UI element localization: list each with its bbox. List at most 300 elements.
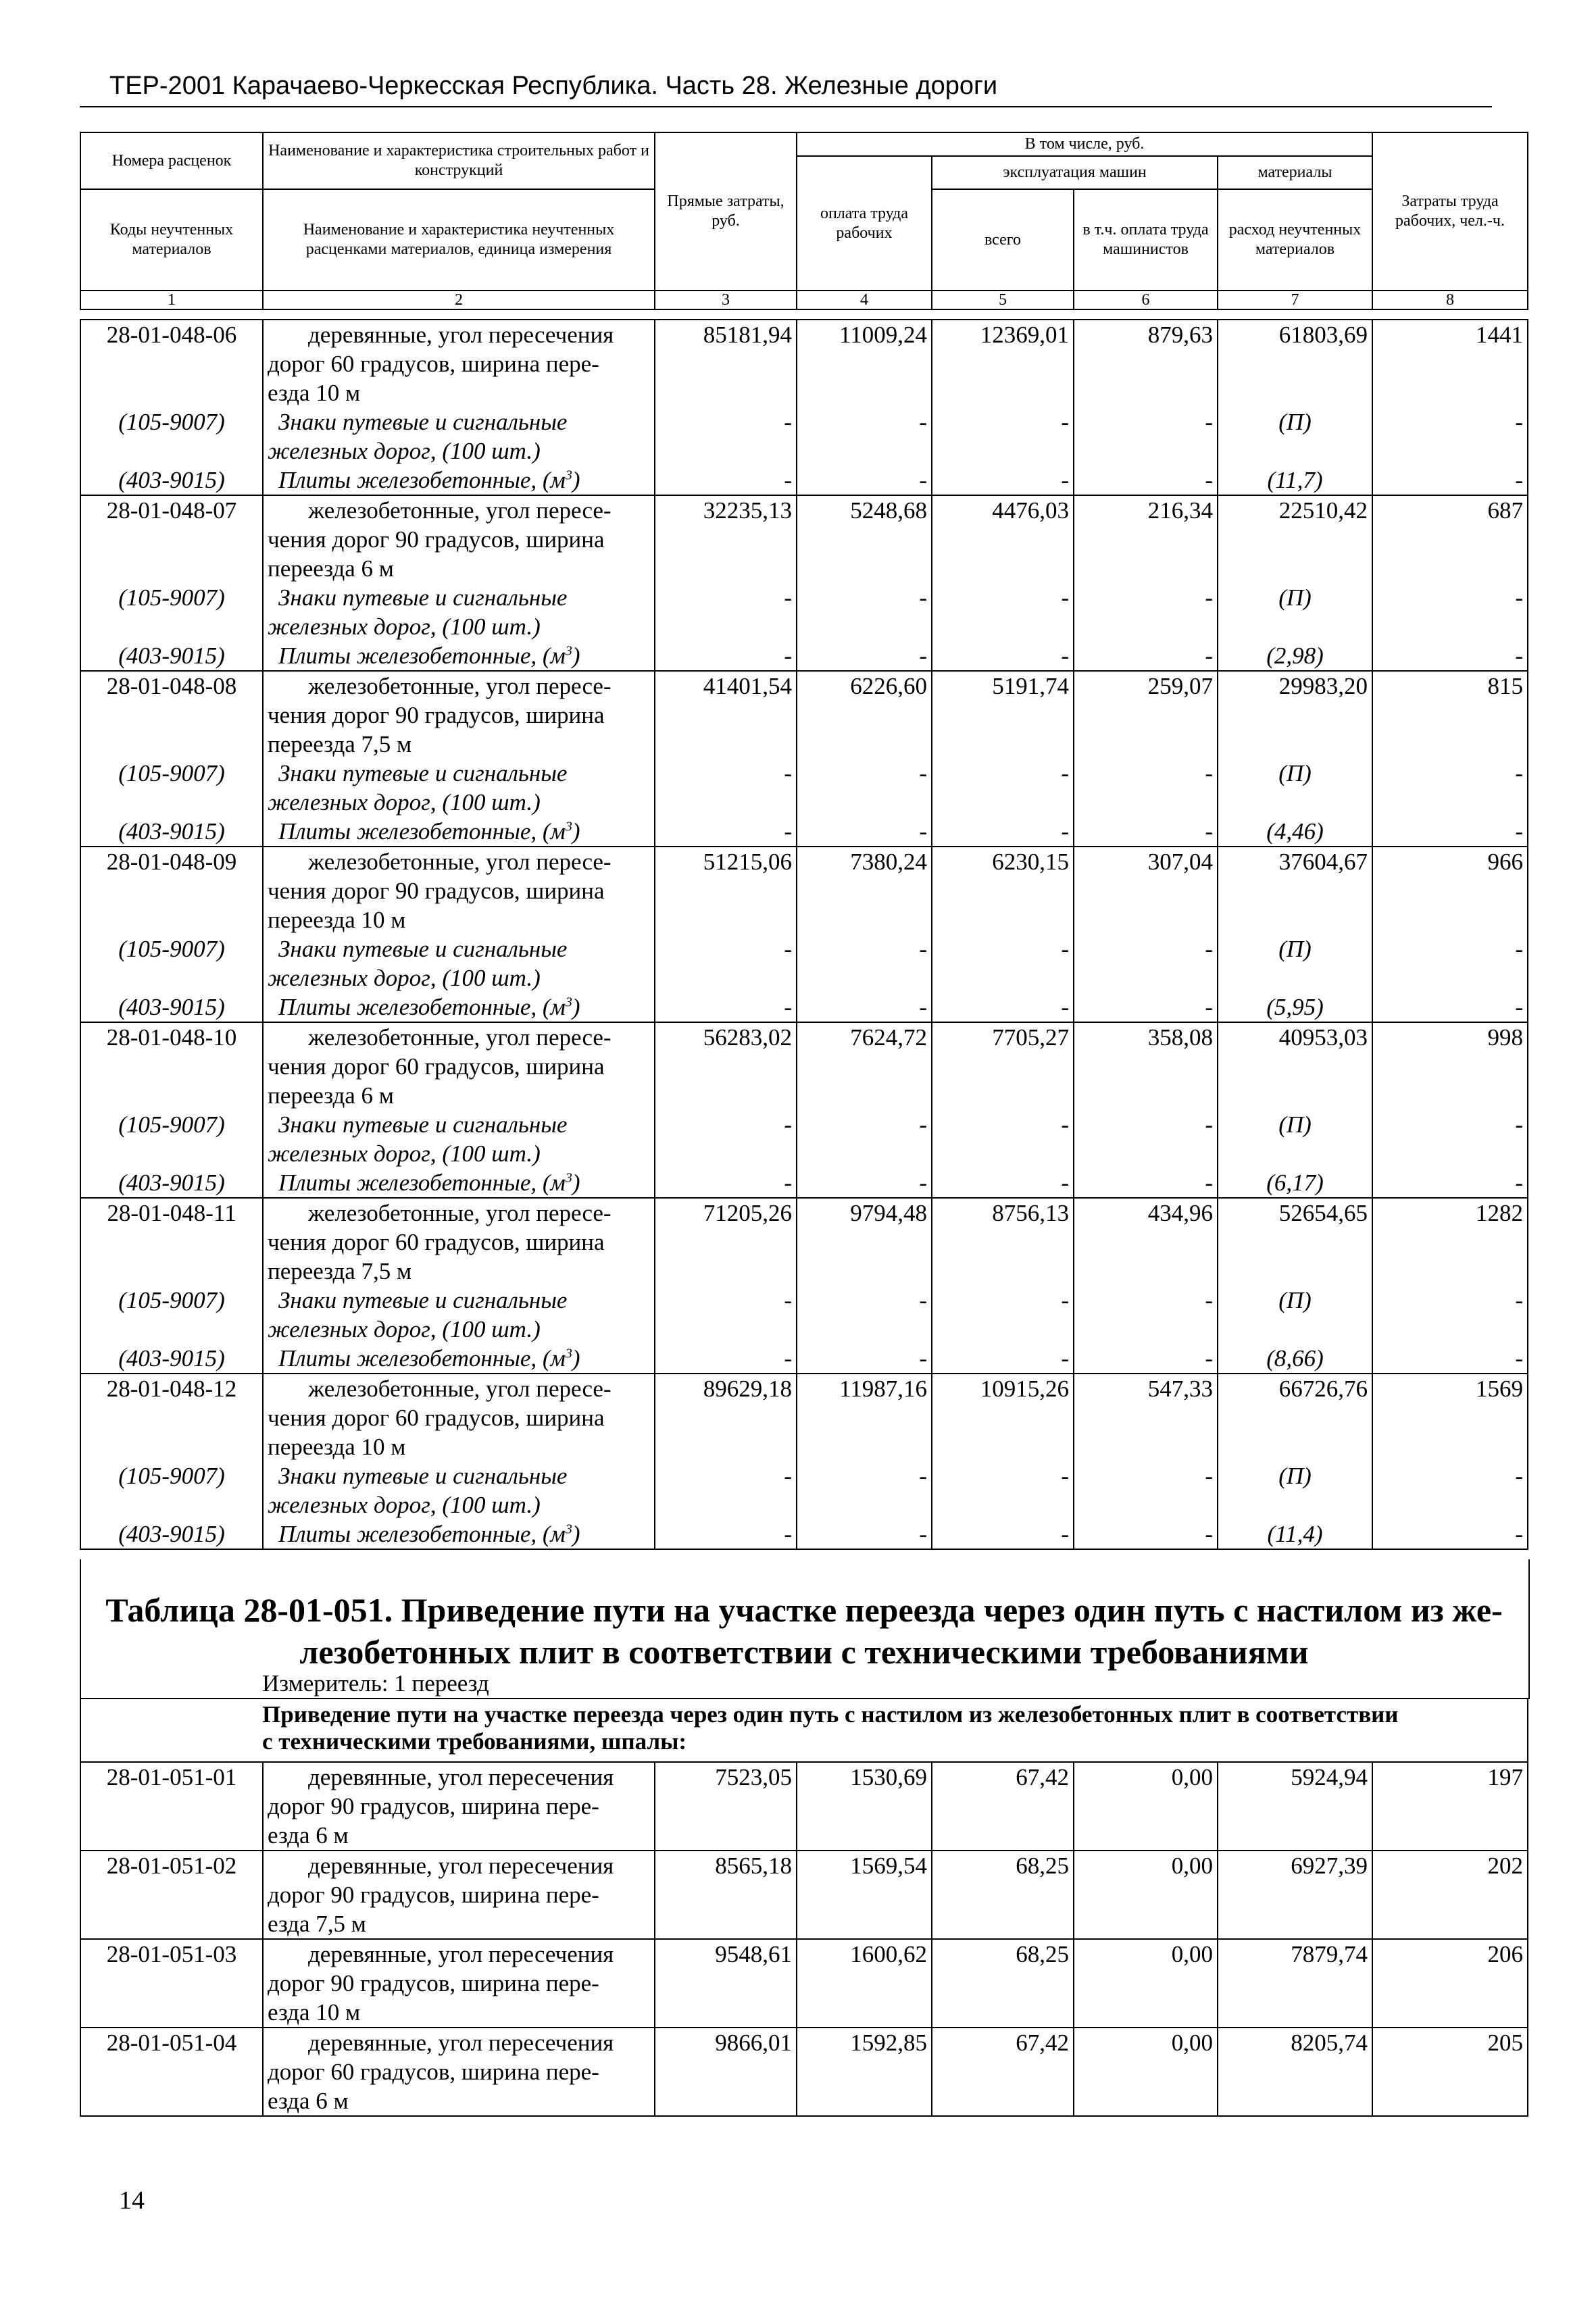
text-line: чения дорог 90 градусов, ширина bbox=[268, 702, 605, 728]
direct-costs: 89629,18 bbox=[655, 1374, 797, 1461]
material-row bbox=[80, 1461, 1528, 1519]
dash-cell: - bbox=[1372, 1461, 1528, 1519]
labor-hours: 966 bbox=[1372, 847, 1528, 934]
dash-cell: - bbox=[932, 1168, 1074, 1198]
text-line: переезда 7,5 м bbox=[268, 731, 412, 757]
dash-cell: - bbox=[1074, 641, 1218, 671]
materials-cost: 22510,42 bbox=[1218, 495, 1372, 583]
material-row bbox=[80, 934, 1528, 992]
rate-name bbox=[263, 1762, 655, 1851]
machines-total: 12369,01 bbox=[932, 320, 1074, 407]
header-materials: материалы bbox=[1218, 156, 1372, 189]
material-name bbox=[263, 407, 655, 466]
dash-cell: - bbox=[932, 1344, 1074, 1374]
material-name-text: Плиты железобетонные, (м bbox=[278, 1345, 566, 1372]
dash-cell: - bbox=[1372, 466, 1528, 495]
material-code: (403-9015) bbox=[80, 817, 263, 847]
labor-hours: 202 bbox=[1372, 1851, 1528, 1939]
colnum: 4 bbox=[797, 291, 932, 309]
material-name bbox=[263, 1519, 655, 1549]
rate-row bbox=[80, 1762, 1528, 1851]
dash-cell: - bbox=[655, 992, 797, 1022]
table-051-measure: Измеритель: 1 переезд bbox=[262, 1670, 489, 1696]
rate-code: 28-01-048-08 bbox=[80, 671, 263, 759]
dash-cell: - bbox=[1074, 466, 1218, 495]
material-qty: (11,7) bbox=[1218, 466, 1372, 495]
material-qty: (2,98) bbox=[1218, 641, 1372, 671]
machines-total: 4476,03 bbox=[932, 495, 1074, 583]
superscript: 3 bbox=[565, 1346, 572, 1361]
material-row bbox=[80, 992, 1528, 1022]
dash-cell: - bbox=[655, 817, 797, 847]
dash-cell: - bbox=[1074, 1110, 1218, 1168]
text-line: железных дорог, (100 шт.) bbox=[268, 438, 541, 464]
machines-total: 5191,74 bbox=[932, 671, 1074, 759]
text-line: железных дорог, (100 шт.) bbox=[268, 1140, 541, 1167]
material-name bbox=[263, 1168, 655, 1198]
dash-cell: - bbox=[797, 407, 932, 466]
material-code: (105-9007) bbox=[80, 1461, 263, 1519]
superscript: 3 bbox=[565, 1170, 572, 1186]
materials-cost: 5924,94 bbox=[1218, 1762, 1372, 1851]
rate-row bbox=[80, 1939, 1528, 2028]
labor-pay: 1569,54 bbox=[797, 1851, 932, 1939]
dash-cell: - bbox=[1074, 1461, 1218, 1519]
text-line: Знаки путевые и сигнальные bbox=[278, 1287, 568, 1313]
labor-pay: 7380,24 bbox=[797, 847, 932, 934]
operators-pay: 0,00 bbox=[1074, 1851, 1218, 1939]
machines-total: 6230,15 bbox=[932, 847, 1074, 934]
material-qty: (8,66) bbox=[1218, 1344, 1372, 1374]
material-qty: (5,95) bbox=[1218, 992, 1372, 1022]
dash-cell: - bbox=[1074, 817, 1218, 847]
rate-name bbox=[263, 1851, 655, 1939]
labor-pay: 1592,85 bbox=[797, 2028, 932, 2116]
text-line: чения дорог 60 градусов, ширина bbox=[268, 1053, 605, 1080]
text-line: деревянные, угол пересечения bbox=[308, 1941, 614, 1967]
materials-cost: 40953,03 bbox=[1218, 1022, 1372, 1110]
running-header: ТЕР-2001 Карачаево-Черкесская Республика. Часть 28. Железные дороги bbox=[109, 72, 998, 100]
text-line: Знаки путевые и сигнальные bbox=[278, 936, 568, 962]
dash-cell: - bbox=[1372, 1168, 1528, 1198]
superscript: 3 bbox=[565, 643, 572, 659]
table-051-title-line2: лезобетонных плит в соответствии с техническими требованиями bbox=[299, 1633, 1309, 1671]
material-name-text: Плиты железобетонные, (м bbox=[278, 467, 566, 493]
dash-cell: - bbox=[1074, 1344, 1218, 1374]
operators-pay: 0,00 bbox=[1074, 2028, 1218, 2116]
text-line: езда 7,5 м bbox=[268, 1911, 366, 1937]
table-051-subtitle-line1: Приведение пути на участке переезда через один путь с настилом из железобетонных плит в соответствии bbox=[262, 1701, 1399, 1728]
text-line: железобетонные, угол пересе- bbox=[308, 497, 612, 524]
rate-name bbox=[263, 1198, 655, 1286]
text-line: переезда 7,5 м bbox=[268, 1258, 412, 1284]
labor-hours: 197 bbox=[1372, 1762, 1528, 1851]
text-line: дорог 90 градусов, ширина пере- bbox=[268, 1882, 599, 1908]
material-qty: (П) bbox=[1218, 583, 1372, 641]
material-row bbox=[80, 817, 1528, 847]
material-row bbox=[80, 583, 1528, 641]
material-name-text: Плиты железобетонные, (м bbox=[278, 818, 566, 845]
dash-cell: - bbox=[1074, 1168, 1218, 1198]
labor-hours: 815 bbox=[1372, 671, 1528, 759]
dash-cell: - bbox=[1372, 759, 1528, 817]
dash-cell: - bbox=[655, 583, 797, 641]
text-line: железных дорог, (100 шт.) bbox=[268, 1492, 541, 1518]
rate-name bbox=[263, 2028, 655, 2116]
table-051-title-line1: Таблица 28-01-051. Приведение пути на участке переезда через один путь с настилом из же- bbox=[105, 1591, 1503, 1629]
text-line: железных дорог, (100 шт.) bbox=[268, 1316, 541, 1342]
rate-row bbox=[80, 1851, 1528, 1939]
dash-cell: - bbox=[1372, 641, 1528, 671]
material-name-text: Плиты железобетонные, (м bbox=[278, 994, 566, 1020]
direct-costs: 51215,06 bbox=[655, 847, 797, 934]
header-col2-top: Наименование и характеристика строительных работ и конструкций bbox=[263, 132, 655, 189]
material-code: (105-9007) bbox=[80, 1286, 263, 1344]
material-row bbox=[80, 1110, 1528, 1168]
material-row bbox=[80, 1286, 1528, 1344]
materials-cost: 61803,69 bbox=[1218, 320, 1372, 407]
dash-cell: - bbox=[797, 583, 932, 641]
text-line: Знаки путевые и сигнальные bbox=[278, 584, 568, 611]
material-row bbox=[80, 1344, 1528, 1374]
labor-hours: 998 bbox=[1372, 1022, 1528, 1110]
text-line: езда 10 м bbox=[268, 380, 361, 406]
direct-costs: 9548,61 bbox=[655, 1939, 797, 2028]
colnum: 6 bbox=[1074, 291, 1218, 309]
dash-cell: - bbox=[932, 1519, 1074, 1549]
material-name-text: Плиты железобетонные, (м bbox=[278, 1521, 566, 1547]
material-qty: (11,4) bbox=[1218, 1519, 1372, 1549]
direct-costs: 9866,01 bbox=[655, 2028, 797, 2116]
material-name bbox=[263, 992, 655, 1022]
material-code: (403-9015) bbox=[80, 1168, 263, 1198]
operators-pay: 0,00 bbox=[1074, 1762, 1218, 1851]
direct-costs: 7523,05 bbox=[655, 1762, 797, 1851]
rate-row bbox=[80, 2028, 1528, 2116]
dash-cell: - bbox=[932, 1461, 1074, 1519]
dash-cell: - bbox=[797, 466, 932, 495]
dash-cell: - bbox=[655, 641, 797, 671]
page-number: 14 bbox=[119, 2186, 145, 2215]
rate-row bbox=[80, 1198, 1528, 1286]
text-line: дорог 90 градусов, ширина пере- bbox=[268, 1970, 599, 1996]
text-line: дорог 60 градусов, ширина пере- bbox=[268, 351, 599, 377]
material-name bbox=[263, 1344, 655, 1374]
dash-cell: - bbox=[655, 1461, 797, 1519]
text-line: езда 10 м bbox=[268, 1999, 361, 2026]
material-qty: (П) bbox=[1218, 1286, 1372, 1344]
text-line: переезда 10 м bbox=[268, 907, 406, 933]
colnum: 8 bbox=[1372, 291, 1528, 309]
table-051-subtitle bbox=[262, 1701, 1526, 1755]
material-code: (105-9007) bbox=[80, 407, 263, 466]
column-header-table bbox=[80, 132, 1528, 310]
material-qty: (6,17) bbox=[1218, 1168, 1372, 1198]
rate-row bbox=[80, 320, 1528, 407]
materials-cost: 37604,67 bbox=[1218, 847, 1372, 934]
text-line: чения дорог 90 градусов, ширина bbox=[268, 878, 605, 904]
operators-pay: 358,08 bbox=[1074, 1022, 1218, 1110]
dash-cell: - bbox=[797, 992, 932, 1022]
superscript: 3 bbox=[565, 468, 572, 483]
dash-cell: - bbox=[1372, 1519, 1528, 1549]
text-line: деревянные, угол пересечения bbox=[308, 1764, 614, 1790]
dash-cell: - bbox=[655, 1110, 797, 1168]
dash-cell: - bbox=[932, 934, 1074, 992]
dash-cell: - bbox=[932, 759, 1074, 817]
dash-cell: - bbox=[932, 1110, 1074, 1168]
text-line: Знаки путевые и сигнальные bbox=[278, 409, 568, 435]
labor-pay: 11009,24 bbox=[797, 320, 932, 407]
text-line: деревянные, угол пересечения bbox=[308, 2030, 614, 2056]
text-line: железобетонные, угол пересе- bbox=[308, 1376, 612, 1402]
text-line: переезда 6 м bbox=[268, 555, 394, 582]
rate-row bbox=[80, 495, 1528, 583]
text-line: чения дорог 60 градусов, ширина bbox=[268, 1405, 605, 1431]
materials-cost: 29983,20 bbox=[1218, 671, 1372, 759]
text-line: чения дорог 90 градусов, ширина bbox=[268, 526, 605, 553]
dash-cell: - bbox=[932, 407, 1074, 466]
material-name bbox=[263, 1461, 655, 1519]
labor-pay: 7624,72 bbox=[797, 1022, 932, 1110]
dash-cell: - bbox=[932, 583, 1074, 641]
superscript: 3 bbox=[565, 995, 572, 1010]
operators-pay: 547,33 bbox=[1074, 1374, 1218, 1461]
text-line: езда 6 м bbox=[268, 2088, 349, 2114]
text-line: железобетонные, угол пересе- bbox=[308, 849, 612, 875]
text-line: езда 6 м bbox=[268, 1822, 349, 1848]
rate-code: 28-01-048-07 bbox=[80, 495, 263, 583]
material-name bbox=[263, 1110, 655, 1168]
material-row bbox=[80, 759, 1528, 817]
material-row bbox=[80, 466, 1528, 495]
dash-cell: - bbox=[1074, 1286, 1218, 1344]
close-paren: ) bbox=[572, 994, 580, 1020]
dash-cell: - bbox=[932, 1286, 1074, 1344]
dash-cell: - bbox=[1074, 1519, 1218, 1549]
dash-cell: - bbox=[655, 1519, 797, 1549]
machines-total: 67,42 bbox=[932, 2028, 1074, 2116]
dash-cell: - bbox=[655, 407, 797, 466]
material-code: (403-9015) bbox=[80, 1519, 263, 1549]
dash-cell: - bbox=[1074, 407, 1218, 466]
rate-name bbox=[263, 847, 655, 934]
material-row bbox=[80, 1519, 1528, 1549]
dash-cell: - bbox=[797, 1286, 932, 1344]
dash-cell: - bbox=[1372, 992, 1528, 1022]
material-name bbox=[263, 583, 655, 641]
dash-cell: - bbox=[932, 641, 1074, 671]
machines-total: 67,42 bbox=[932, 1762, 1074, 1851]
rate-code: 28-01-048-06 bbox=[80, 320, 263, 407]
rate-code: 28-01-048-09 bbox=[80, 847, 263, 934]
close-paren: ) bbox=[572, 818, 580, 845]
dash-cell: - bbox=[1074, 992, 1218, 1022]
text-line: переезда 10 м bbox=[268, 1434, 406, 1460]
material-name bbox=[263, 1286, 655, 1344]
dash-cell: - bbox=[1372, 1286, 1528, 1344]
material-row bbox=[80, 641, 1528, 671]
direct-costs: 56283,02 bbox=[655, 1022, 797, 1110]
close-paren: ) bbox=[572, 643, 580, 669]
dash-cell: - bbox=[1074, 583, 1218, 641]
labor-pay: 6226,60 bbox=[797, 671, 932, 759]
dash-cell: - bbox=[1074, 934, 1218, 992]
dash-cell: - bbox=[655, 1168, 797, 1198]
dash-cell: - bbox=[655, 934, 797, 992]
text-line: Знаки путевые и сигнальные bbox=[278, 1111, 568, 1138]
rate-name bbox=[263, 1939, 655, 2028]
close-paren: ) bbox=[572, 1345, 580, 1372]
dash-cell: - bbox=[797, 1344, 932, 1374]
dash-cell: - bbox=[1372, 817, 1528, 847]
machines-total: 10915,26 bbox=[932, 1374, 1074, 1461]
operators-pay: 216,34 bbox=[1074, 495, 1218, 583]
dash-cell: - bbox=[797, 1110, 932, 1168]
dash-cell: - bbox=[932, 992, 1074, 1022]
labor-pay: 11987,16 bbox=[797, 1374, 932, 1461]
header-incl: В том числе, руб. bbox=[797, 132, 1372, 156]
table-051-right-rule bbox=[1527, 1698, 1528, 1763]
machines-total: 68,25 bbox=[932, 1851, 1074, 1939]
material-qty: (4,46) bbox=[1218, 817, 1372, 847]
header-col8: Затраты труда рабочих, чел.-ч. bbox=[1372, 132, 1528, 291]
rate-name bbox=[263, 1374, 655, 1461]
dash-cell: - bbox=[797, 759, 932, 817]
text-line: переезда 6 м bbox=[268, 1082, 394, 1109]
text-line: железных дорог, (100 шт.) bbox=[268, 965, 541, 991]
header-col6: в т.ч. оплата труда машинистов bbox=[1074, 189, 1218, 291]
header-col1-bottom: Коды неучтенных материалов bbox=[80, 189, 263, 291]
close-paren: ) bbox=[572, 1521, 580, 1547]
materials-cost: 66726,76 bbox=[1218, 1374, 1372, 1461]
labor-hours: 687 bbox=[1372, 495, 1528, 583]
material-qty: (П) bbox=[1218, 407, 1372, 466]
material-name bbox=[263, 759, 655, 817]
material-name bbox=[263, 817, 655, 847]
material-name-text: Плиты железобетонные, (м bbox=[278, 1169, 566, 1196]
dash-cell: - bbox=[932, 817, 1074, 847]
header-col4: оплата труда рабочих bbox=[797, 156, 932, 291]
material-code: (403-9015) bbox=[80, 466, 263, 495]
rate-name bbox=[263, 671, 655, 759]
colnum: 7 bbox=[1218, 291, 1372, 309]
material-code: (403-9015) bbox=[80, 1344, 263, 1374]
rate-name bbox=[263, 320, 655, 407]
dash-cell: - bbox=[1372, 934, 1528, 992]
dash-cell: - bbox=[1372, 1110, 1528, 1168]
rate-row bbox=[80, 1374, 1528, 1461]
header-col1-top: Номера расценок bbox=[80, 132, 263, 189]
dash-cell: - bbox=[797, 934, 932, 992]
text-line: железобетонные, угол пересе- bbox=[308, 1024, 612, 1051]
dash-cell: - bbox=[1372, 583, 1528, 641]
colnum: 3 bbox=[655, 291, 797, 309]
direct-costs: 41401,54 bbox=[655, 671, 797, 759]
material-name bbox=[263, 641, 655, 671]
header-rule bbox=[80, 106, 1492, 107]
material-qty: (П) bbox=[1218, 1461, 1372, 1519]
dash-cell: - bbox=[1372, 407, 1528, 466]
close-paren: ) bbox=[572, 1169, 580, 1196]
labor-pay: 9794,48 bbox=[797, 1198, 932, 1286]
dash-cell: - bbox=[797, 1461, 932, 1519]
text-line: железных дорог, (100 шт.) bbox=[268, 613, 541, 640]
dash-cell: - bbox=[655, 1286, 797, 1344]
labor-hours: 206 bbox=[1372, 1939, 1528, 2028]
rate-row bbox=[80, 1022, 1528, 1110]
dash-cell: - bbox=[655, 1344, 797, 1374]
material-qty: (П) bbox=[1218, 934, 1372, 992]
header-col2-bottom: Наименование и характеристика неучтенных расценками материалов, единица измерения bbox=[263, 189, 655, 291]
material-name-text: Плиты железобетонные, (м bbox=[278, 643, 566, 669]
direct-costs: 8565,18 bbox=[655, 1851, 797, 1939]
direct-costs: 85181,94 bbox=[655, 320, 797, 407]
header-col3: Прямые затраты, руб. bbox=[655, 132, 797, 291]
text-line: дорог 60 градусов, ширина пере- bbox=[268, 2059, 599, 2085]
labor-hours: 1569 bbox=[1372, 1374, 1528, 1461]
rate-code: 28-01-048-12 bbox=[80, 1374, 263, 1461]
rate-name bbox=[263, 1022, 655, 1110]
material-qty: (П) bbox=[1218, 759, 1372, 817]
material-code: (105-9007) bbox=[80, 583, 263, 641]
dash-cell: - bbox=[797, 1168, 932, 1198]
rate-row bbox=[80, 671, 1528, 759]
materials-cost: 6927,39 bbox=[1218, 1851, 1372, 1939]
text-line: чения дорог 60 градусов, ширина bbox=[268, 1229, 605, 1255]
colnum: 1 bbox=[80, 291, 263, 309]
dash-cell: - bbox=[797, 817, 932, 847]
operators-pay: 434,96 bbox=[1074, 1198, 1218, 1286]
materials-cost: 8205,74 bbox=[1218, 2028, 1372, 2116]
material-name bbox=[263, 466, 655, 495]
text-line: Знаки путевые и сигнальные bbox=[278, 760, 568, 786]
dash-cell: - bbox=[797, 641, 932, 671]
direct-costs: 32235,13 bbox=[655, 495, 797, 583]
material-code: (105-9007) bbox=[80, 759, 263, 817]
text-line: железобетонные, угол пересе- bbox=[308, 673, 612, 699]
text-line: дорог 90 градусов, ширина пере- bbox=[268, 1793, 599, 1819]
materials-cost: 52654,65 bbox=[1218, 1198, 1372, 1286]
rate-row bbox=[80, 847, 1528, 934]
header-exploit: эксплуатация машин bbox=[932, 156, 1218, 189]
table-051-left-rule bbox=[80, 1698, 81, 1763]
table-051-subtitle-rule bbox=[80, 1698, 1528, 1699]
dash-cell: - bbox=[1372, 1344, 1528, 1374]
text-line: железобетонные, угол пересе- bbox=[308, 1200, 612, 1226]
direct-costs: 71205,26 bbox=[655, 1198, 797, 1286]
header-col5: всего bbox=[932, 189, 1074, 291]
text-line: деревянные, угол пересечения bbox=[308, 1853, 614, 1879]
machines-total: 8756,13 bbox=[932, 1198, 1074, 1286]
materials-cost: 7879,74 bbox=[1218, 1939, 1372, 2028]
superscript: 3 bbox=[565, 1521, 572, 1537]
text-line: Знаки путевые и сигнальные bbox=[278, 1463, 568, 1489]
table-048-body bbox=[80, 319, 1528, 1550]
labor-pay: 1530,69 bbox=[797, 1762, 932, 1851]
rate-code: 28-01-048-11 bbox=[80, 1198, 263, 1286]
dash-cell: - bbox=[797, 1519, 932, 1549]
rate-name bbox=[263, 495, 655, 583]
labor-hours: 205 bbox=[1372, 2028, 1528, 2116]
operators-pay: 307,04 bbox=[1074, 847, 1218, 934]
colnum: 5 bbox=[932, 291, 1074, 309]
labor-hours: 1282 bbox=[1372, 1198, 1528, 1286]
material-row bbox=[80, 407, 1528, 466]
table-051-body bbox=[80, 1761, 1528, 2117]
material-name bbox=[263, 934, 655, 992]
close-paren: ) bbox=[572, 467, 580, 493]
